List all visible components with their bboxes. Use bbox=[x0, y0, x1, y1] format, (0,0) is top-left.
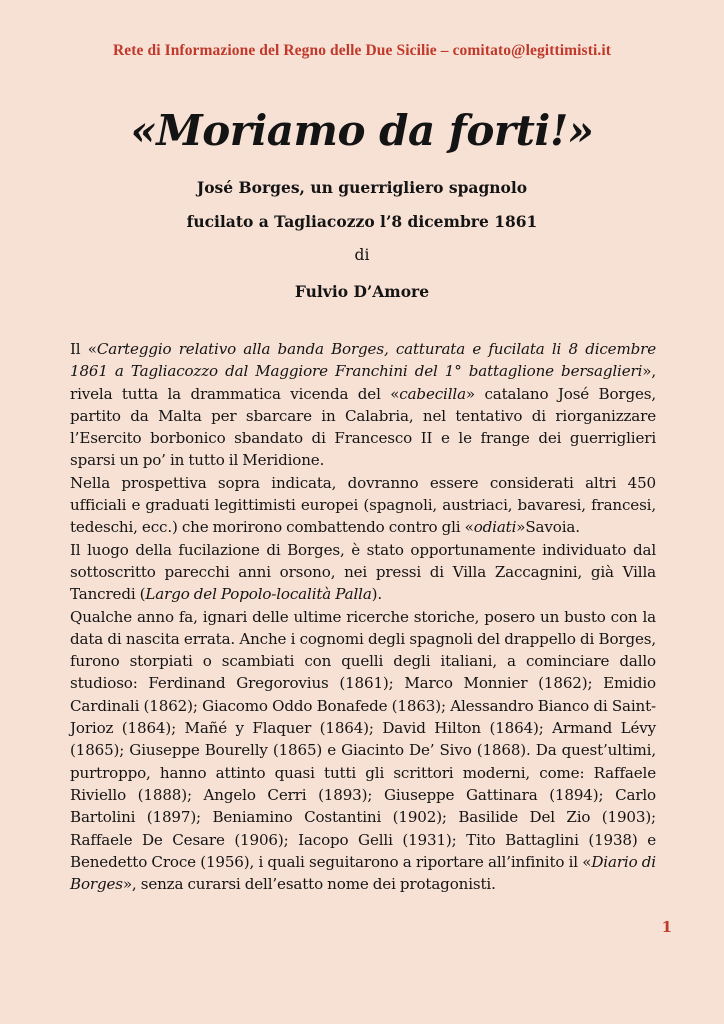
body-text bbox=[70, 338, 656, 895]
paragraph-2-text-b: »Savoia. bbox=[516, 518, 580, 537]
paragraph-4-italic-a: Diario di Borges bbox=[70, 852, 656, 894]
paragraph-4-text-a: Qualche anno fa, ignari delle ultime ricerche storiche, posero un busto con la data di nascita errata. Anche i cognomi degli spagnoli del drappello di Borges, furono storpiati o scambiati con quelli degli italiani, a cominciare dallo studioso: Ferdinand Gregorovius (1861); Marco Monnier (1862); Emidio Cardinali (1862); Giacomo Oddo Bonafede (1863); Alessandro Bianco di Saint-Jorioz (1864); Mañé y Flaquer (1864); David Hilton (1864); Armand Lévy (1865); Giuseppe Bourelly (1865) e Giacinto De’ Sivo (1868). Da quest’ultimi, purtroppo, hanno attinto quasi tutti gli scrittori moderni, come: Raffaele Riviello (1888); Angelo Cerri (1893); Giuseppe Gattinara (1894); Carlo Bartolini (1897); Beniamino Costantini (1902); Basilide Del Zio (1903); Raffaele De Cesare (1906); Iacopo Gelli (1931); Tito Battaglini (1938) e Benedetto Croce (1956), i quali seguitarono a riportare all’infinito il « bbox=[70, 607, 656, 871]
paragraph-1-italic-b: cabecilla bbox=[399, 384, 466, 403]
paragraph-3-text-b: ). bbox=[371, 585, 383, 604]
page-title: «Moriamo da forti!» bbox=[130, 106, 594, 155]
header-line: Rete di Informazione del Regno delle Due Sicilie – comitato@legittimisti.it bbox=[112, 42, 612, 59]
paragraph-1-italic-a: Carteggio relativo alla banda Borges, catturata e fucilata li 8 dicembre 1861 a Tagliacozzo dal Maggiore Franchini del 1° battaglione bersaglieri bbox=[70, 340, 656, 381]
byline-di: di bbox=[354, 246, 370, 264]
paragraph-1-text-b: », rivela tutta la drammatica vicenda del « bbox=[70, 362, 656, 403]
paragraph-1-text-a: Il « bbox=[70, 340, 97, 358]
paragraph-1-text-c: » catalano José Borges, partito da Malta per sbarcare in Calabria, nel tentativo di riorganizzare l’Esercito borbonico sbandato di Francesco II e le frange dei guerriglieri sparsi un po’ in tutto il Meridione. bbox=[70, 384, 656, 470]
paragraph-1 bbox=[70, 338, 656, 472]
paragraph-3-text-a: Il luogo della fucilazione di Borges, è stato opportunamente individuato dal sottoscritto parecchi anni orsono, nei pressi di Villa Zaccagnini, già Villa Tancredi ( bbox=[70, 540, 656, 604]
paragraph-2 bbox=[70, 472, 656, 539]
paragraph-4-text-b: », senza curarsi dell’esatto nome dei protagonisti. bbox=[122, 875, 496, 894]
subtitle-line-1: José Borges, un guerrigliero spagnolo bbox=[196, 178, 528, 197]
paragraph-2-italic-a: odiati bbox=[473, 518, 517, 537]
paragraph-3 bbox=[70, 539, 656, 606]
subtitle-line-2: fucilato a Tagliacozzo l’8 dicembre 1861 bbox=[186, 212, 538, 231]
page-number: 1 bbox=[661, 918, 672, 936]
author-name: Fulvio D’Amore bbox=[294, 282, 430, 301]
paragraph-3-italic-a: Largo del Popolo-località Palla bbox=[145, 585, 372, 604]
paragraph-2-text-a: Nella prospettiva sopra indicata, dovranno essere considerati altri 450 ufficiali e graduati legittimisti europei (spagnoli, austriaci, bavaresi, francesi, tedeschi, ecc.) che morirono combattendo contro gli « bbox=[70, 473, 656, 537]
paragraph-4 bbox=[70, 606, 656, 896]
